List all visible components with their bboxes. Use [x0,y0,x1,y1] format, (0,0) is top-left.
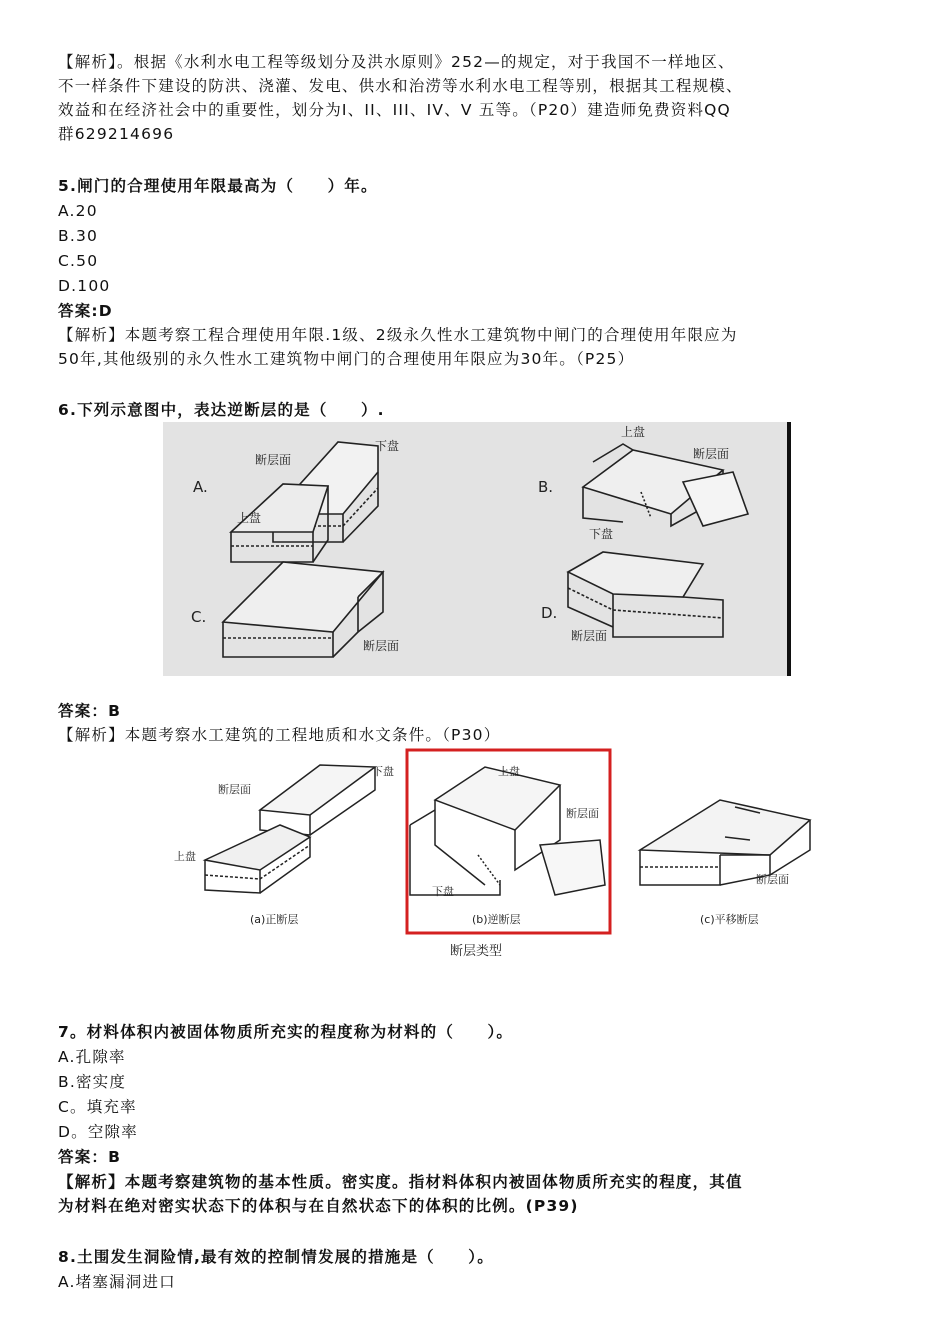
fig2-a-hangingwall: 上盘 [174,850,196,863]
fig1-c-fault-plane: 断层面 [363,639,400,653]
fig1-b-footwall: 下盘 [589,527,614,541]
fig1-label-b: B. [538,478,554,496]
q4-analysis-line-4: 群629214696 [58,125,175,143]
fig2-caption-b: (b)逆断层 [472,913,521,926]
q7-option-a: A.孔隙率 [58,1048,126,1066]
q5-question: 5.闸门的合理使用年限最高为（ ）年。 [58,177,378,195]
fig2-b-fault-plane: 断层面 [566,807,599,820]
fig2-caption-a: (a)正断层 [250,913,299,926]
fig1-a-footwall: 下盘 [375,439,400,453]
q5-analysis-line-2: 50年,其他级别的永久性水工建筑物中闸门的合理使用年限应为30年。（P25） [58,350,635,368]
fig1-b-fault-plane: 断层面 [693,447,730,461]
q7-analysis-line-1: 【解析】本题考察建筑物的基本性质。密实度。指材料体积内被固体物质所充实的程度，其值 [58,1173,743,1191]
q6-options-figure [163,422,791,676]
fault-types-figure [160,745,820,970]
q7-analysis-line-2: 为材料在绝对密实状态下的体积与在自然状态下的体积的比例。(P39) [58,1197,579,1215]
q6-analysis: 【解析】本题考察水工建筑的工程地质和水文条件。（P30） [58,726,501,744]
q7-option-c: C。填充率 [58,1098,137,1116]
q4-analysis-line-1: 【解析】。根据《水利水电工程等级划分及洪水原则》252—的规定，对于我国不一样地区、 [58,53,735,71]
fig2-caption-c: (c)平移断层 [700,913,759,926]
q5-option-a: A.20 [58,202,98,220]
q5-option-b: B.30 [58,227,99,245]
fig2-a-fault-plane: 断层面 [218,783,251,796]
q5-option-c: C.50 [58,252,99,270]
q8-option-a: A.堵塞漏洞进口 [58,1273,176,1291]
q4-analysis-line-3: 效益和在经济社会中的重要性，划分为Ⅰ、ⅠⅠ、III、IV、V 五等。（P20）建造师免费资料QQ [58,101,731,119]
q7-option-d: D。空隙率 [58,1123,138,1141]
fault-options-diagram [163,422,787,676]
q7-answer: 答案：B [58,1148,122,1166]
fault-types-diagram [160,745,820,970]
fig1-a-hangingwall: 上盘 [237,511,262,525]
q5-answer: 答案:D [58,302,113,320]
fig2-b-footwall: 下盘 [432,885,454,898]
fig1-b-hangingwall: 上盘 [621,425,646,439]
q5-analysis-line-1: 【解析】本题考察工程合理使用年限.1级、2级永久性水工建筑物中闸门的合理使用年限应为 [58,326,738,344]
q8-question: 8.土围发生洞险情,最有效的控制情发展的措施是（ ）。 [58,1248,494,1266]
fig1-label-d: D. [541,604,558,622]
q6-answer: 答案：B [58,702,122,720]
fig1-label-c: C. [191,608,207,626]
fig1-a-fault-plane: 断层面 [255,453,292,467]
q4-analysis-line-2: 不一样条件下建设的防洪、浇灌、发电、供水和治涝等水利水电工程等别，根据其工程规模、 [58,77,743,95]
q6-question: 6.下列示意图中，表达逆断层的是（ ）. [58,401,385,419]
q7-option-b: B.密实度 [58,1073,127,1091]
fig2-b-hangingwall: 上盘 [498,765,520,778]
fig1-label-a: A. [193,478,208,496]
fig2-title: 断层类型 [450,944,503,959]
fig2-c-fault-plane: 断层面 [756,873,789,886]
q7-question: 7。材料体积内被固体物质所充实的程度称为材料的（ ）。 [58,1023,514,1041]
fig2-a-footwall: 下盘 [372,765,394,778]
fig1-d-fault-plane: 断层面 [571,629,608,643]
q5-option-d: D.100 [58,277,111,295]
